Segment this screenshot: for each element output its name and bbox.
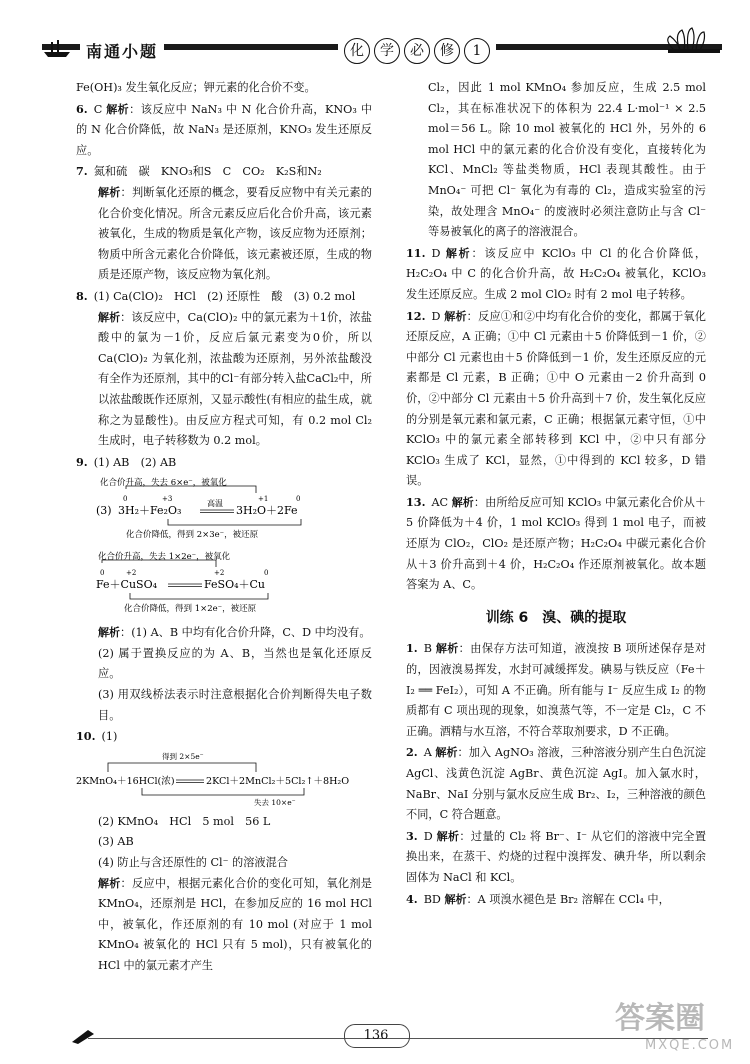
redox-equation-1: [96, 475, 372, 545]
analysis-9: 解析：(1) A、B 中均有化合价升降，C、D 中均没有。: [98, 626, 371, 640]
analysis-label: 解析: [106, 102, 130, 116]
watermark-title: 答案圈: [615, 1001, 705, 1036]
analysis-label: 解析: [444, 892, 467, 906]
subject-char: 必: [404, 38, 430, 64]
answer-item-s1: 1. B 解析：由保存方法可知道，液溴按 B 项所述保存是对的，因液溴易挥发，水封可减缓挥发。碘易与铁反应（Fe＋I₂ ══ FeI₂），可知 A 不正确。所有能与 I⁻ 反应生成 I₂ 的物质都有 C 项出现的现象，如溴蒸气等，不一定是 Cl₂，C 不正确。酒精与水互溶，不符合萃取剂要求，D 不正确。: [406, 641, 707, 738]
analysis-label: 解析: [445, 246, 472, 260]
answer-10-part3: (3) AB: [98, 835, 134, 849]
eq2-right: FeSO₄＋Cu: [204, 578, 266, 592]
subject-char: 修: [434, 38, 460, 64]
analysis-label: 解析: [98, 626, 120, 640]
subject-char: 化: [344, 38, 370, 64]
answer-item-9: 9. (1) AB (2) AB: [76, 454, 177, 469]
eq3-top-label: 得到 2×5e⁻: [162, 751, 204, 761]
answer-item-11: 11. D 解析：该反应中 KClO₃ 中 Cl 的化合价降低，H₂C₂O₄ 中 C 的化合价升高，故 H₂C₂O₄ 被氧化，KClO₃ 发生还原反应。生成 2 mol ClO₂ 时有 2 mol 电子转移。: [406, 245, 707, 301]
continued-text: Fe(OH)₃ 发生氧化反应；钾元素的化合价不变。: [76, 81, 316, 94]
answer-item-10: 10. (1): [76, 729, 118, 744]
page-header: [0, 0, 750, 82]
page-footer: [0, 1000, 750, 1064]
ox-state: +2: [214, 569, 225, 578]
analysis-label: 解析: [98, 310, 121, 324]
eq2-left: Fe＋CuSO₄: [96, 578, 158, 592]
answer-item-s3: 3. D 解析：过量的 Cl₂ 将 Br⁻、I⁻ 从它们的溶液中完全置换出来，在蒸干、灼烧的过程中溴挥发、碘升华，所以剩余固体为 NaCl 和 KCl。: [406, 828, 707, 884]
analysis-label: 解析: [451, 495, 474, 509]
eq3-bottom-label: 失去 10×e⁻: [254, 797, 296, 807]
ox-state: 0: [100, 569, 105, 578]
analysis-8: 解析：该反应中，Ca(ClO)₂ 中的氯元素为＋1价，浓盐酸中的氯为－1价，反应后氯元素变为0价，所以Ca(ClO)₂ 为氧化剂，浓盐酸为还原剂，另外浓盐酸没有全作为还原剂，其中的Cl⁻有部分转入盐CaCl₂中，所以浓盐酸既作还原剂，又显示酸性(有相应的盐生成，就称之为显酸性)。由反应方程式可知，有 0.2 mol Cl₂ 生成时，电子转移数为 0.2 mol。: [98, 310, 372, 448]
answer-10-part4: (4) 防止与含还原性的 Cl⁻ 的溶液混合: [98, 856, 288, 870]
ox-state: +2: [126, 569, 137, 578]
ox-state: 0: [264, 569, 269, 578]
analysis-label: 解析: [98, 185, 121, 199]
continued-text: Cl₂，因此 1 mol KMnO₄ 参加反应，生成 2.5 mol Cl₂，其在标准状况下的体积为 22.4 L·mol⁻¹ × 2.5 mol＝56 L。除 10 mol 被氧化的 HCl 外，另外的 6 mol HCl 中的氯元素的化合价没有变化，直接转化为 KCl、MnCl₂ 等盐类物质，HCl 表现其酸性。由于 MnO₄⁻ 可把 Cl⁻ 氧化为有毒的 Cl₂，造成实验室的污染，故处理含 MnO₄⁻ 的废液时必须注意防止与含 Cl⁻ 等易被氧化的离子的溶液混合。: [428, 81, 706, 239]
ship-icon: [42, 38, 72, 58]
answer-10-part2: (2) KMnO₄ HCl 5 mol 56 L: [98, 814, 271, 828]
flower-ornament-icon: [660, 26, 724, 54]
eq2-bottom-label: 化合价降低，得到 1×2e⁻，被还原: [124, 604, 257, 615]
answer-item-7: 7. 氮和硫 碳 KNO₃和S C CO₂ K₂S和N₂: [76, 164, 322, 179]
watermark-url: MXQE.COM: [645, 1038, 735, 1053]
ox-state: +1: [258, 495, 269, 504]
brand-title: 南通小题: [80, 42, 164, 62]
answer-item-6: 6. C 解析：该反应中 NaN₃ 中 N 化合价升高，KNO₃ 中的 N 化合价降低，故 NaN₃ 是还原剂，KNO₃ 发生还原反应。: [76, 101, 373, 157]
eq3-left: 2KMnO₄＋16HCl(浓): [76, 775, 175, 787]
eq1-condition: 高温: [207, 499, 223, 509]
redox-equation-3: [76, 750, 372, 808]
redox-equation-2: [96, 549, 372, 619]
subject-title: [338, 38, 496, 64]
answer-item-s2: 2. A 解析：加入 AgNO₃ 溶液，三种溶液分别产生白色沉淀 AgCl、浅黄色沉淀 AgBr、黄色沉淀 AgI。加入氯水时，NaBr、NaI 分别与氯水反应生成 Br₂、I₂，三种溶液的颜色不同，C 符合题意。: [406, 745, 706, 822]
analysis-label: 解析: [435, 746, 458, 760]
ox-state: 0: [123, 495, 128, 504]
analysis-7: 解析：判断氧化还原的概念，要看反应物中有关元素的化合价变化情况。所含元素反应后化合价升高，该元素被氧化，生成的物质是氧化产物，该反应物为还原剂；物质中所含元素化合价降低，该元素被还原，生成的物质是还原产物，该反应物为氧化剂。: [98, 185, 372, 282]
eq1-bottom-label: 化合价降低，得到 2×3e⁻，被还原: [126, 530, 259, 541]
ox-state: 0: [296, 495, 301, 504]
analysis-label: 解析: [444, 309, 467, 323]
analysis-label: 解析: [435, 642, 459, 656]
eq1-top-label: 化合价升高，失去 6×e⁻，被氧化: [100, 478, 227, 489]
subject-char: 1: [464, 38, 490, 64]
right-column: [406, 78, 706, 910]
answer-item-8: 8. (1) Ca(ClO)₂ HCl (2) 还原性 酸 (3) 0.2 mol: [76, 288, 356, 303]
analysis-label: 解析: [98, 876, 121, 890]
analysis-9-part2: (2) 属于置换反应的为 A、B，当然也是氧化还原反应。: [98, 646, 372, 681]
ox-state: +3: [162, 495, 173, 504]
watermark: [615, 1002, 734, 1057]
analysis-10: 解析：反应中，根据元素化合价的变化可知，氧化剂是 KMnO₄，还原剂是 HCl，在参加反应的 16 mol HCl 中，被氧化，作还原剂的有 10 mol (对应于 1 mol KMnO₄ 被氧化的 HCl 只有 5 mol)，只有被氧化的 HCl 中的氯元素才产生: [98, 876, 372, 972]
left-column: [76, 78, 372, 977]
answer-item-12: 12. D 解析：反应①和②中均有化合价的变化，都属于氧化还原反应，A 正确；①中 Cl 元素由＋5 价降低到－1 价，②中部分 Cl 元素也由＋5 价降低到－1 价，发生还原反应的元素都是 Cl 元素，B 正确；①中 O 元素由－2 价升高到 0 价，②中部分 Cl 元素由＋5 价升高到＋7 价，发生氧化反应的分别是氧元素和氯元素，C 正确；根据氯元素守恒，①中 KClO₃ 中的氯元素全部转移到 KCl 中，②中只有部分 KClO₃ 生成了 KCl，显然，①中得到的 KCl 较多，D 错误。: [406, 308, 706, 488]
eq1-left: 3H₂＋Fe₂O₃: [118, 504, 182, 518]
section-title: 训练 6 溴、碘的提取: [485, 609, 627, 626]
subject-char: 学: [374, 38, 400, 64]
eq1-right: 3H₂O＋2Fe: [236, 504, 298, 518]
page-number: 136: [363, 1028, 389, 1043]
answer-item-13: 13. AC 解析：由所给反应可知 KClO₃ 中氯元素化合价从＋5 价降低为＋4 价，1 mol KClO₃ 得到 1 mol 电子，而被还原为 ClO₂，ClO₂ 是还原产物；H₂C₂O₄ 中碳元素化合价从＋3 价升高到＋4 价，H₂C₂O₄ 作还原剂被氧化。故本题答案为 A、C。: [406, 494, 707, 592]
eq1-number: (3): [96, 504, 112, 518]
eq3-right: 2KCl＋2MnCl₂＋5Cl₂↑＋8H₂O: [206, 775, 350, 787]
eq2-top-label: 化合价升高，失去 1×2e⁻，被氧化: [98, 552, 231, 563]
pen-icon: [70, 1026, 98, 1046]
analysis-9-part3: (3) 用双线桥法表示时注意根据化合价判断得失电子数目。: [98, 688, 372, 722]
analysis-label: 解析: [436, 829, 460, 843]
answer-item-s4: 4. BD 解析：A 项溴水褪色是 Br₂ 溶解在 CCl₄ 中，: [406, 891, 670, 906]
